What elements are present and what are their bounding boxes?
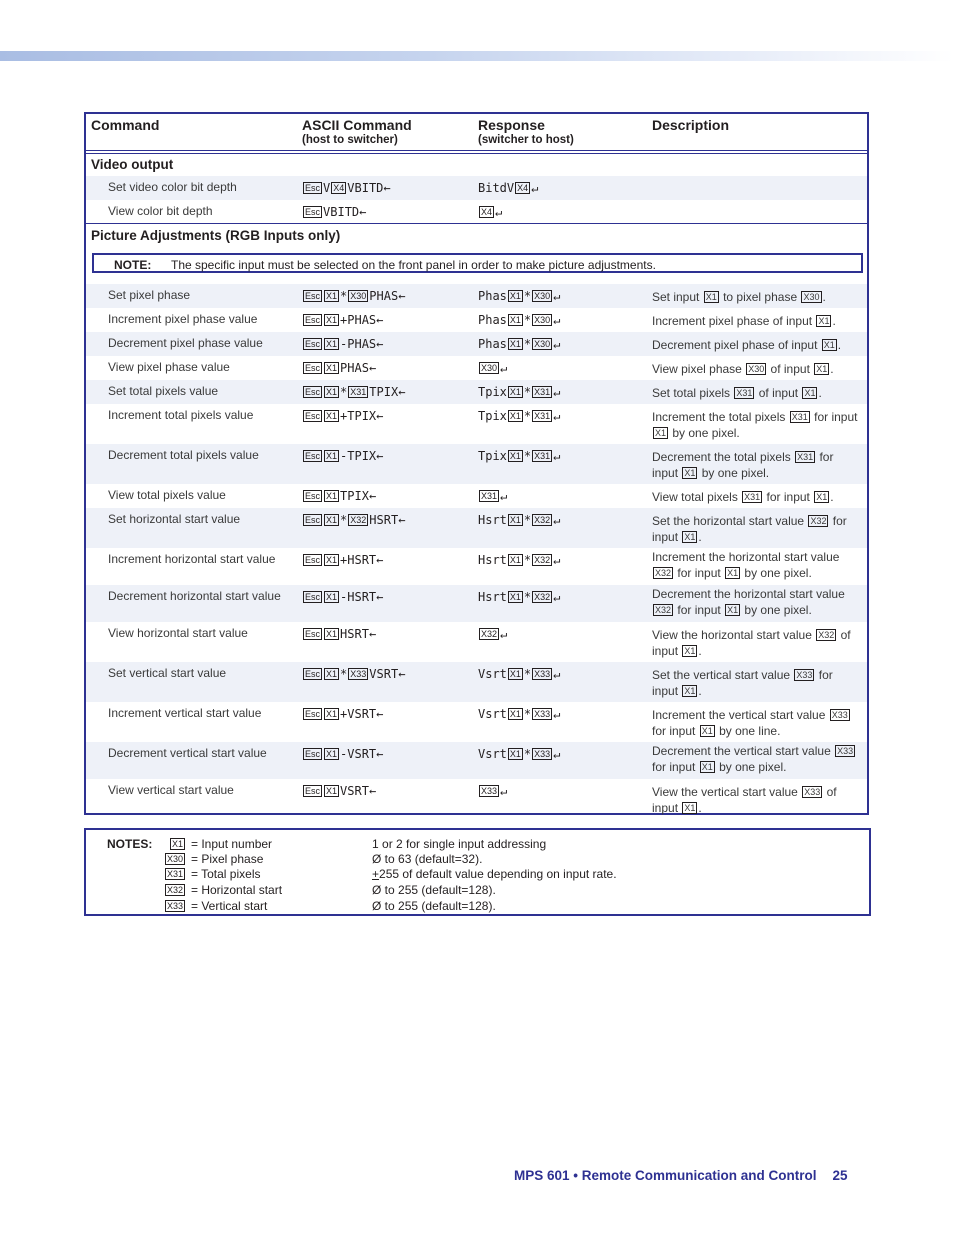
ascii-command: Esc X1 * X31 TPIX← <box>305 385 406 399</box>
response: Tpix X1 * X31 ↵ <box>478 409 561 423</box>
variable-box: X1 <box>816 492 828 502</box>
enter-icon: ↵ <box>553 553 561 567</box>
variable-box: X1 <box>509 515 521 525</box>
variable-box: Esc <box>305 555 321 565</box>
variable-box: X1 <box>804 388 816 398</box>
variable-box: X1 <box>509 592 521 602</box>
response: Hsrt X1 * X32 ↵ <box>478 513 561 527</box>
description: View the vertical start value X33 of input X1 . <box>652 785 837 815</box>
variable-box: Esc <box>305 363 321 373</box>
variable-box: X31 <box>350 387 367 397</box>
response: Vsrt X1 * X33 ↵ <box>478 667 561 681</box>
variable-box: X1 <box>701 762 713 772</box>
variable-box: Esc <box>305 592 321 602</box>
description: Increment the total pixels X31 for input X1 by one pixel. <box>652 410 858 440</box>
variable-box: Esc <box>305 709 321 719</box>
variable-box: X30 <box>534 339 551 349</box>
variable-box: X1 <box>326 315 338 325</box>
variable-box: X1 <box>326 491 338 501</box>
variable-box: Esc <box>305 315 321 325</box>
table-row <box>86 176 867 200</box>
variable-box: X1 <box>326 339 338 349</box>
section-rule <box>86 223 867 224</box>
variable-box: Esc <box>305 749 321 759</box>
variable-box: X1 <box>326 786 338 796</box>
variable-box: X33 <box>534 749 551 759</box>
variable-box: Esc <box>305 491 321 501</box>
variable-box: X32 <box>166 885 183 895</box>
description: View pixel phase X30 of input X1 . <box>652 362 834 376</box>
ascii-command: Esc V X4 VBITD← <box>305 181 391 195</box>
variable-box: X31 <box>534 451 551 461</box>
variable-box: X1 <box>509 387 521 397</box>
variable-box: X32 <box>818 630 835 640</box>
table-row <box>86 200 867 224</box>
variable-box: X1 <box>509 451 521 461</box>
variable-box: X1 <box>171 839 183 849</box>
note-label: NOTE: <box>114 258 152 272</box>
section-video-output: Video output <box>91 157 174 172</box>
variable-box: X33 <box>350 669 367 679</box>
table-row <box>86 404 867 444</box>
variable-box: X1 <box>326 709 338 719</box>
variable-box: X30 <box>748 364 765 374</box>
variable-box: X1 <box>684 646 696 656</box>
ascii-command: Esc X1 +TPIX← <box>305 409 384 423</box>
variable-box: X1 <box>509 315 521 325</box>
description: Increment the vertical start value X33 for input X1 by one line. <box>652 708 848 738</box>
variable-box: X30 <box>350 291 367 301</box>
variable-box: X1 <box>727 605 739 615</box>
ascii-command: Esc X1 -HSRT← <box>305 590 384 604</box>
variable-box: Esc <box>305 515 321 525</box>
ascii-command: Esc X1 +PHAS← <box>305 313 384 327</box>
variable-box: X30 <box>481 363 498 373</box>
variable-box: X33 <box>534 709 551 719</box>
variable-box: X1 <box>326 387 338 397</box>
enter-icon: ↵ <box>553 667 561 681</box>
enter-icon: ↵ <box>500 784 508 798</box>
command-name: Set video color bit depth <box>108 180 237 194</box>
variable-box: Esc <box>305 291 321 301</box>
variable-box: X33 <box>837 746 854 756</box>
variable-box: X1 <box>701 726 713 736</box>
ascii-command: Esc X1 PHAS← <box>305 361 377 375</box>
variable-box: X32 <box>481 629 498 639</box>
ascii-command: Esc X1 HSRT← <box>305 627 377 641</box>
command-name: Set pixel phase <box>108 288 191 302</box>
ascii-command: Esc X1 * X33 VSRT← <box>305 667 406 681</box>
enter-icon: ↵ <box>553 513 561 527</box>
command-name: Increment horizontal start value <box>108 552 276 566</box>
description: Decrement pixel phase of input X1 . <box>652 338 842 352</box>
variable-box: X32 <box>534 515 551 525</box>
command-name: Increment pixel phase value <box>108 312 258 326</box>
variable-box: X4 <box>481 207 493 217</box>
variable-box: X31 <box>166 869 183 879</box>
table-row <box>86 779 867 813</box>
header-rule <box>86 150 867 151</box>
variable-box: X33 <box>166 901 183 911</box>
command-name: View horizontal start value <box>108 626 248 640</box>
variable-box: X1 <box>326 363 338 373</box>
note-text: The specific input must be selected on the front panel in order to make picture adjustments. <box>171 258 656 272</box>
variable-box: X1 <box>326 749 338 759</box>
command-name: Increment vertical start value <box>108 706 262 720</box>
enter-icon: ↵ <box>553 409 561 423</box>
response <box>478 627 507 641</box>
ascii-command: Esc X1 +HSRT← <box>305 553 384 567</box>
enter-icon: ↵ <box>495 205 503 219</box>
variable-box: Esc <box>305 387 321 397</box>
variable-box: X1 <box>818 316 830 326</box>
variable-box: Esc <box>305 207 321 217</box>
variable-box: X30 <box>166 854 183 864</box>
section-picture-adjustments: Picture Adjustments (RGB Inputs only) <box>91 228 341 243</box>
variable-box: X30 <box>534 315 551 325</box>
ascii-command: Esc VBITD← <box>305 205 367 219</box>
page-number: 25 <box>832 1168 848 1183</box>
table-row <box>86 702 867 742</box>
ascii-command: Esc X1 * X30 PHAS← <box>305 289 406 303</box>
command-table <box>84 112 869 815</box>
variable-box: X32 <box>350 515 367 525</box>
variable-box: X31 <box>736 388 753 398</box>
header-rule-2 <box>86 153 867 154</box>
enter-icon: ↵ <box>500 627 508 641</box>
variable-box: X33 <box>796 670 813 680</box>
ascii-command: Esc X1 -VSRT← <box>305 747 384 761</box>
response: Phas X1 * X30 ↵ <box>478 337 561 351</box>
command-name: View total pixels value <box>108 488 226 502</box>
response <box>478 489 507 503</box>
header-description: Description <box>652 117 730 133</box>
enter-icon: ↵ <box>500 361 508 375</box>
variable-box: X1 <box>655 428 667 438</box>
variable-box: X32 <box>655 568 672 578</box>
description: Set the horizontal start value X32 for input X1 . <box>652 514 847 544</box>
ascii-command: Esc X1 -TPIX← <box>305 449 384 463</box>
ascii-command: Esc X1 VSRT← <box>305 784 377 798</box>
table-row <box>86 380 867 404</box>
response: Hsrt X1 * X32 ↵ <box>478 553 561 567</box>
enter-icon: ↵ <box>553 707 561 721</box>
enter-icon: ↵ <box>553 590 561 604</box>
variable-box: X1 <box>684 468 696 478</box>
command-name: View pixel phase value <box>108 360 230 374</box>
variable-box: X1 <box>509 709 521 719</box>
table-row <box>86 284 867 308</box>
variable-box: X1 <box>684 803 696 813</box>
description: View the horizontal start value X32 of input X1 . <box>652 628 851 658</box>
command-name: Decrement total pixels value <box>108 448 259 462</box>
table-row <box>86 508 867 548</box>
notes-label: NOTES: <box>107 837 153 851</box>
variable-box: X31 <box>481 491 498 501</box>
command-name: Set vertical start value <box>108 666 227 680</box>
variable-box: Esc <box>305 411 321 421</box>
response: Phas X1 * X30 ↵ <box>478 313 561 327</box>
description: View total pixels X31 for input X1 . <box>652 490 834 504</box>
response <box>478 361 507 375</box>
response: Vsrt X1 * X33 ↵ <box>478 747 561 761</box>
enter-icon: ↵ <box>553 313 561 327</box>
footer-title: MPS 601 • Remote Communication and Control <box>514 1168 817 1183</box>
variable-box: X4 <box>333 183 345 193</box>
description: Decrement the vertical start value X33 for input X1 by one pixel. <box>652 744 854 774</box>
variable-box: X1 <box>326 291 338 301</box>
variable-box: X30 <box>534 291 551 301</box>
table-row <box>86 585 867 622</box>
variable-box: X1 <box>509 291 521 301</box>
ascii-command: Esc X1 TPIX← <box>305 489 377 503</box>
variable-box: X1 <box>509 339 521 349</box>
variable-box: X30 <box>803 292 820 302</box>
command-name: Decrement vertical start value <box>108 746 267 760</box>
table-row <box>86 484 867 508</box>
ascii-command: Esc X1 +VSRT← <box>305 707 384 721</box>
variable-box: Esc <box>305 786 321 796</box>
response: Vsrt X1 * X33 ↵ <box>478 707 561 721</box>
description: Increment the horizontal start value X32 for input X1 by one pixel. <box>652 550 840 580</box>
variable-box: X32 <box>810 516 827 526</box>
variable-box: X33 <box>534 669 551 679</box>
command-name: Set horizontal start value <box>108 512 241 526</box>
variable-box: Esc <box>305 183 321 193</box>
description: Decrement the horizontal start value X32 for input X1 by one pixel. <box>652 587 845 617</box>
variable-box: X32 <box>534 592 551 602</box>
variable-box: X1 <box>326 451 338 461</box>
description: Set input X1 to pixel phase X30 . <box>652 290 826 304</box>
variable-box: X32 <box>534 555 551 565</box>
table-row <box>86 332 867 356</box>
table-row <box>86 444 867 484</box>
variable-box: Esc <box>305 629 321 639</box>
table-row <box>86 622 867 662</box>
table-row <box>86 308 867 332</box>
response <box>478 205 502 219</box>
variable-box: X33 <box>831 710 848 720</box>
enter-icon: ↵ <box>531 181 539 195</box>
header-ascii: ASCII Command (host to switcher) <box>302 117 412 146</box>
variable-box: X33 <box>804 787 821 797</box>
variable-box: X1 <box>326 669 338 679</box>
variable-box: X1 <box>509 555 521 565</box>
command-name: View vertical start value <box>108 783 234 797</box>
enter-icon: ↵ <box>553 449 561 463</box>
top-gradient-bar <box>0 51 954 61</box>
table-row <box>86 662 867 702</box>
command-name: Set total pixels value <box>108 384 219 398</box>
command-name: Decrement pixel phase value <box>108 336 263 350</box>
variable-box: X4 <box>517 183 529 193</box>
variable-box: X1 <box>684 686 696 696</box>
ascii-command: Esc X1 * X32 HSRT← <box>305 513 406 527</box>
variable-box: X1 <box>816 364 828 374</box>
response: BitdV X4 ↵ <box>478 181 539 195</box>
description: Increment pixel phase of input X1 . <box>652 314 836 328</box>
response: Tpix X1 * X31 ↵ <box>478 449 561 463</box>
ascii-command: Esc X1 -PHAS← <box>305 337 384 351</box>
note-box <box>92 253 863 273</box>
response: Hsrt X1 * X32 ↵ <box>478 590 561 604</box>
variable-box: X31 <box>534 411 551 421</box>
variable-box: X1 <box>326 515 338 525</box>
enter-icon: ↵ <box>500 489 508 503</box>
table-row <box>86 356 867 380</box>
command-name: Increment total pixels value <box>108 408 254 422</box>
variable-box: X31 <box>744 492 761 502</box>
variable-box: X1 <box>727 568 739 578</box>
variable-box: Esc <box>305 451 321 461</box>
variable-box: X1 <box>509 749 521 759</box>
variable-box: X1 <box>684 532 696 542</box>
variable-box: X1 <box>326 629 338 639</box>
notes-box: NOTES: X1 = Input number 1 or 2 for single input addressing X30 = Pixel phase Ø to 63 (default=32). X31 = Total pixels +255 of default value depending on input rate. X32 = Horizontal start Ø to 255 (default=128). X33 = Vertical start Ø to 255 (default=128). <box>84 828 871 916</box>
variable-box: X1 <box>326 411 338 421</box>
variable-box: X1 <box>823 340 835 350</box>
variable-box: X32 <box>655 605 672 615</box>
variable-box: X1 <box>326 555 338 565</box>
variable-box: X31 <box>534 387 551 397</box>
description: Decrement the total pixels X31 for input X1 by one pixel. <box>652 450 834 480</box>
enter-icon: ↵ <box>553 337 561 351</box>
page-footer <box>514 1168 848 1183</box>
command-name: Decrement horizontal start value <box>108 589 281 603</box>
table-row <box>86 548 867 585</box>
enter-icon: ↵ <box>553 747 561 761</box>
table-row <box>86 742 867 779</box>
response <box>478 784 507 798</box>
variable-box: X1 <box>705 292 717 302</box>
header-response: Response (switcher to host) <box>478 117 574 146</box>
description: Set the vertical start value X33 for input X1 . <box>652 668 833 698</box>
variable-box: Esc <box>305 669 321 679</box>
command-name: View color bit depth <box>108 204 213 218</box>
variable-box: X1 <box>509 411 521 421</box>
enter-icon: ↵ <box>553 385 561 399</box>
variable-box: X33 <box>481 786 498 796</box>
response: Tpix X1 * X31 ↵ <box>478 385 561 399</box>
header-command: Command <box>91 117 160 133</box>
variable-box: X1 <box>509 669 521 679</box>
variable-box: X31 <box>797 452 814 462</box>
description: Set total pixels X31 of input X1 . <box>652 386 822 400</box>
enter-icon: ↵ <box>553 289 561 303</box>
response: Phas X1 * X30 ↵ <box>478 289 561 303</box>
variable-box: Esc <box>305 339 321 349</box>
variable-box: X1 <box>326 592 338 602</box>
variable-box: X31 <box>791 412 808 422</box>
